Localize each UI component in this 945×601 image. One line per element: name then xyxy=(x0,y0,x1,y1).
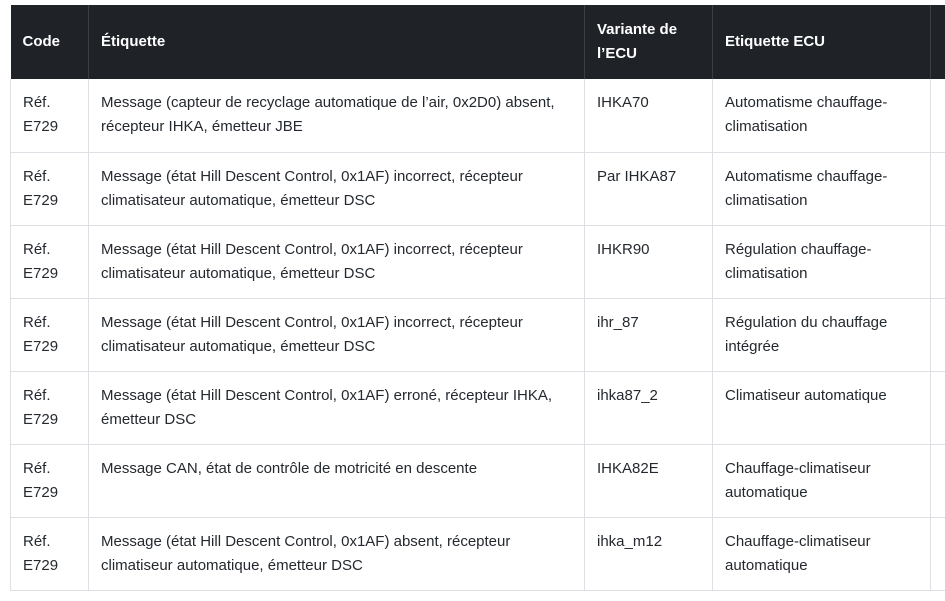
table-row xyxy=(11,79,945,152)
table-row xyxy=(11,152,945,225)
cell-extra xyxy=(931,152,945,225)
cell-ecu-variant: Par IHKA87 xyxy=(585,152,713,225)
header-ecu-variant xyxy=(585,5,713,79)
cell-label: Message (état Hill Descent Control, 0x1AF) absent, récepteur climatiseur automatique, émetteur DSC xyxy=(89,517,585,590)
cell-code-ref: Réf. xyxy=(23,240,51,258)
cell-label: Message (état Hill Descent Control, 0x1AF) erroné, récepteur IHKA, émetteur DSC xyxy=(89,371,585,444)
cell-code xyxy=(11,298,89,371)
cell-code-ref: Réf. xyxy=(23,532,51,550)
cell-ecu-label: Climatiseur automatique xyxy=(713,371,931,444)
cell-ecu-label: Régulation du chauffage intégrée xyxy=(713,298,931,371)
cell-ecu-label: Chauffage-climatiseur automatique xyxy=(713,444,931,517)
cell-extra xyxy=(931,444,945,517)
cell-code-number: E729 xyxy=(23,337,59,355)
header-ecu-variant-line2: l’ECU xyxy=(597,45,638,62)
cell-label: Message (capteur de recyclage automatique de l’air, 0x2D0) absent, récepteur IHKA, émetteur JBE xyxy=(89,79,585,152)
cell-label: Message (état Hill Descent Control, 0x1AF) incorrect, récepteur climatisateur automatique, émetteur DSC xyxy=(89,225,585,298)
header-code: Code xyxy=(11,5,89,79)
cell-code-number: E729 xyxy=(23,410,59,428)
cell-ecu-variant: IHKA70 xyxy=(585,79,713,152)
cell-code xyxy=(11,225,89,298)
cell-extra xyxy=(931,371,945,444)
cell-ecu-variant: ihka87_2 xyxy=(585,371,713,444)
cell-code-ref: Réf. xyxy=(23,386,51,404)
table-row xyxy=(11,225,945,298)
cell-extra xyxy=(931,517,945,590)
cell-code-ref: Réf. xyxy=(23,459,51,477)
cell-ecu-label: Régulation chauffage-climatisation xyxy=(713,225,931,298)
cell-extra xyxy=(931,225,945,298)
cell-code-number: E729 xyxy=(23,118,59,135)
cell-ecu-variant: IHKA82E xyxy=(585,444,713,517)
cell-code-number: E729 xyxy=(23,483,59,501)
cell-code-ref: Réf. xyxy=(23,94,51,111)
table-row xyxy=(11,517,945,590)
cell-code-number: E729 xyxy=(23,556,59,574)
cell-code-number: E729 xyxy=(23,191,59,209)
cell-ecu-variant: ihr_87 xyxy=(585,298,713,371)
cell-code-number: E729 xyxy=(23,264,59,282)
table-row xyxy=(11,298,945,371)
cell-code-ref: Réf. xyxy=(23,313,51,331)
table-header xyxy=(11,5,945,79)
header-ecu-variant-line1: Variante de xyxy=(597,21,678,38)
table-body xyxy=(11,79,945,590)
cell-label: Message (état Hill Descent Control, 0x1AF) incorrect, récepteur climatisateur automatique, émetteur DSC xyxy=(89,152,585,225)
cell-code xyxy=(11,371,89,444)
cell-ecu-label: Automatisme chauffage-climatisation xyxy=(713,79,931,152)
cell-code-ref: Réf. xyxy=(23,167,51,185)
cell-ecu-variant: ihka_m12 xyxy=(585,517,713,590)
cell-code xyxy=(11,444,89,517)
header-extra-column xyxy=(931,5,945,79)
cell-ecu-label: Chauffage-climatiseur automatique xyxy=(713,517,931,590)
cell-ecu-variant: IHKR90 xyxy=(585,225,713,298)
cell-extra xyxy=(931,79,945,152)
cell-ecu-label: Automatisme chauffage-climatisation xyxy=(713,152,931,225)
header-row xyxy=(11,5,945,79)
cell-code xyxy=(11,152,89,225)
cell-extra xyxy=(931,298,945,371)
cell-label: Message CAN, état de contrôle de motricité en descente xyxy=(89,444,585,517)
cell-label: Message (état Hill Descent Control, 0x1AF) incorrect, récepteur climatisateur automatique, émetteur DSC xyxy=(89,298,585,371)
table-row xyxy=(11,444,945,517)
cell-code xyxy=(11,79,89,152)
table-row xyxy=(11,371,945,444)
cell-code xyxy=(11,517,89,590)
header-label: Étiquette xyxy=(89,5,585,79)
header-ecu-label: Etiquette ECU xyxy=(713,5,931,79)
fault-code-table xyxy=(10,5,945,591)
